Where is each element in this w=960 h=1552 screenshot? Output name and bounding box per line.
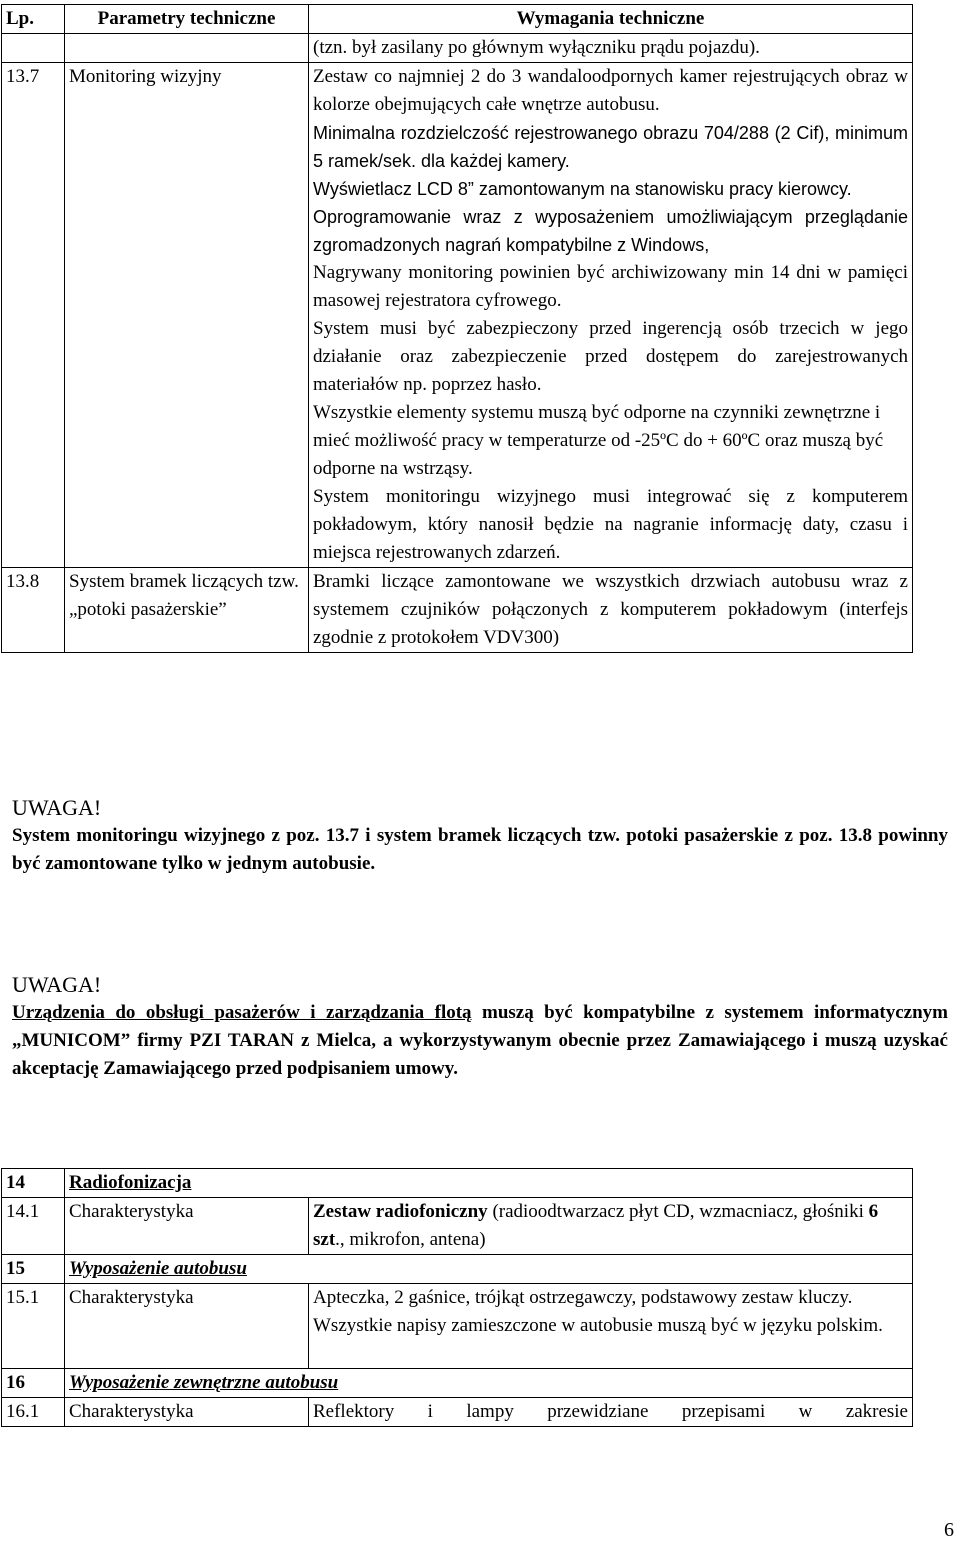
row-lp: 16.1 [2, 1398, 65, 1427]
section-row-16 [2, 1369, 913, 1398]
row-param: Charakterystyka [65, 1398, 309, 1427]
table-row-16-1 [2, 1398, 913, 1427]
req-continuation: (tzn. był zasilany po głównym wyłączniku prądu pojazdu). [309, 34, 913, 63]
header-requirements: Wymagania techniczne [309, 5, 913, 34]
row-requirements [309, 63, 913, 568]
table-row-14-1 [2, 1198, 913, 1255]
section-number: 16 [2, 1369, 65, 1398]
table-header-row [2, 5, 913, 34]
req-paragraph: Wszystkie elementy systemu muszą być odporne na czynniki zewnętrzne i mieć możliwość pracy w temperaturze od -25ºC do + 60ºC oraz muszą być odporne na wstrząsy. [313, 402, 884, 479]
section-title: Wyposażenie autobusu [65, 1255, 913, 1284]
row-lp: 15.1 [2, 1284, 65, 1369]
header-lp: Lp. [2, 5, 65, 34]
page-number: 6 [944, 1519, 954, 1541]
req-paragraph: System monitoringu wizyjnego musi integrować się z komputerem pokładowym, który nanosił będzie na nagranie informację daty, czasu i miejsca rejestrowanych zdarzeń. [313, 486, 908, 563]
req-paragraph: Oprogramowanie wraz z wyposażeniem umożliwiającym przeglądanie zgromadzonych nagrań kompatybilne z Windows, [313, 207, 908, 255]
table-row-15-1 [2, 1284, 913, 1369]
spec-table-monitoring [1, 4, 913, 653]
section-number: 15 [2, 1255, 65, 1284]
warning-body-text: muszą być kompatybilne z systemem informatycznym „MUNICOM” firmy PZI TARAN z Mielca, a wykorzystywanym obecnie przez Zamawiającego i muszą uzyskać akceptację Zamawiającego przed podpisaniem umowy. [12, 1002, 948, 1079]
row-requirements [309, 1284, 913, 1369]
row-param: Charakterystyka [65, 1198, 309, 1255]
row-param: Charakterystyka [65, 1284, 309, 1369]
req-paragraph: Nagrywany monitoring powinien być archiwizowany min 14 dni w pamięci masowej rejestratora cyfrowego. [313, 262, 908, 311]
table-row-13-7 [2, 63, 913, 568]
section-row-14 [2, 1169, 913, 1198]
req-paragraph: System musi być zabezpieczony przed ingerencją osób trzecich w jego działanie oraz zabezpieczenie przed dostępem do zarejestrowanych materiałów np. poprzez hasło. [313, 318, 908, 395]
warning-title: UWAGA! [12, 795, 102, 820]
table-row-13-8 [2, 568, 913, 653]
row-param: Monitoring wizyjny [65, 63, 309, 568]
warning-title: UWAGA! [12, 972, 102, 997]
warning-note-municom [12, 971, 948, 1083]
warning-underlined-text: Urządzenia do obsługi pasażerów i zarządzania flotą [12, 1002, 472, 1023]
section-title: Wyposażenie zewnętrzne autobusu [65, 1369, 913, 1398]
header-param: Parametry techniczne [65, 5, 309, 34]
warning-note-monitoring [12, 794, 948, 878]
warning-text [12, 999, 948, 1083]
row-lp: 14.1 [2, 1198, 65, 1255]
section-title: Radiofonizacja [65, 1169, 913, 1198]
row-param: System bramek liczących tzw.„potoki pasażerskie” [65, 568, 309, 653]
row-requirements: Zestaw radiofoniczny (radioodtwarzacz płyt CD, wzmacniacz, głośniki 6 szt., mikrofon, antena) [309, 1198, 913, 1255]
spec-table-equipment [1, 1168, 913, 1427]
req-paragraph: Apteczka, 2 gaśnice, trójkąt ostrzegawczy, podstawowy zestaw kluczy. [313, 1287, 853, 1308]
section-number: 14 [2, 1169, 65, 1198]
req-paragraph: Zestaw co najmniej 2 do 3 wandaloodpornych kamer rejestrujących obraz w kolorze obejmujących całe wnętrze autobusu. [313, 66, 908, 115]
warning-text: System monitoringu wizyjnego z poz. 13.7 i system bramek liczących tzw. potoki pasażerskie z poz. 13.8 powinny być zamontowane tylko w jednym autobusie. [12, 825, 948, 874]
req-paragraph: Minimalna rozdzielczość rejestrowanego obrazu 704/288 (2 Cif), minimum 5 ramek/sek. dla każdej kamery. [313, 123, 908, 171]
row-lp: 13.7 [2, 63, 65, 568]
table-row-continuation [2, 34, 913, 63]
row-requirements: Bramki liczące zamontowane we wszystkich drzwiach autobusu wraz z systemem czujników połączonych z komputerem pokładowym (interfejs zgodnie z protokołem VDV300) [309, 568, 913, 653]
req-paragraph: Wyświetlacz LCD 8” zamontowanym na stanowisku pracy kierowcy. [313, 179, 852, 199]
section-row-15 [2, 1255, 913, 1284]
row-requirements: Reflektory i lampy przewidziane przepisami w zakresie [309, 1398, 913, 1427]
req-paragraph: Wszystkie napisy zamieszczone w autobusie muszą być w języku polskim. [313, 1315, 883, 1336]
row-lp: 13.8 [2, 568, 65, 653]
